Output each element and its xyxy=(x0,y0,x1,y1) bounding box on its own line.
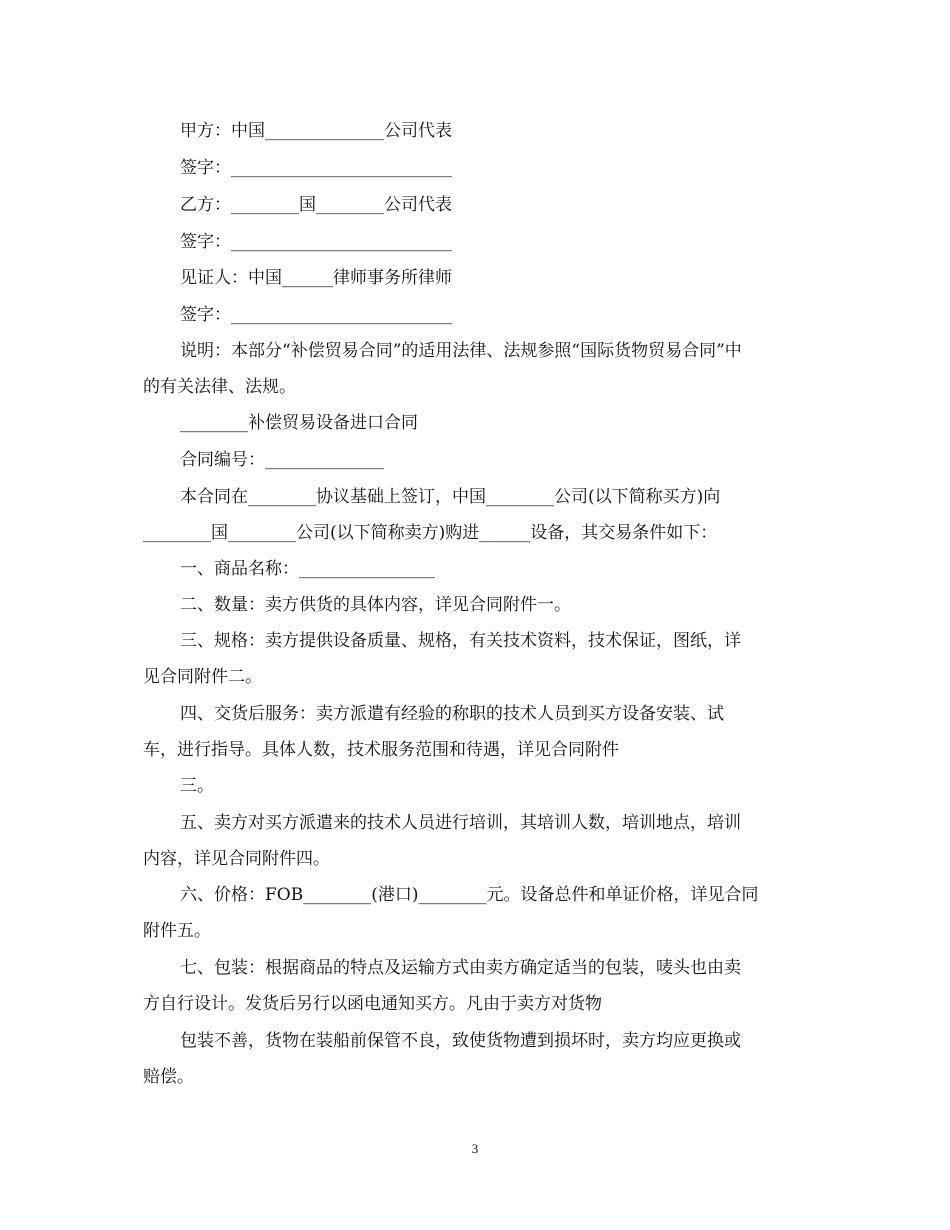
clause-7-line-3: 包装不善，货物在装船前保管不良，致使货物遭到损坏时，卖方均应更换或 xyxy=(180,1031,741,1051)
clause-4-line-1: 四、交货后服务：卖方派遣有经验的称职的技术人员到买方设备安装、试 xyxy=(180,704,724,724)
party-a-line: 甲方：中国______________公司代表 xyxy=(180,121,452,141)
party-b-line: 乙方：________国________公司代表 xyxy=(180,195,452,215)
contract-title: ________补偿贸易设备进口合同 xyxy=(180,413,418,433)
clause-2: 二、数量：卖方供货的具体内容，详见合同附件一。 xyxy=(180,595,571,615)
page-number: 3 xyxy=(471,1141,479,1156)
clause-1: 一、商品名称：________________ xyxy=(180,559,435,579)
clause-7-line-2: 方自行设计。发货后另行以函电通知买方。凡由于卖方对货物 xyxy=(143,994,602,1014)
intro-line-2: ________国________公司(以下简称卖方)购进______设备，其交易条件如下： xyxy=(143,523,718,543)
witness-signature-line: 签字：__________________________ xyxy=(180,305,452,325)
witness-line: 见证人：中国______律师事务所律师 xyxy=(180,268,452,288)
clause-7-line-1: 七、包装：根据商品的特点及运输方式由卖方确定适当的包装，唛头也由卖 xyxy=(180,958,741,978)
note-line-1: 说明：本部分“补偿贸易合同”的适用法律、法规参照“国际货物贸易合同”中 xyxy=(180,341,742,361)
clause-4-line-3: 三。 xyxy=(180,776,214,796)
clause-4-line-2: 车，进行指导。具体人数，技术服务范围和待遇，详见合同附件 xyxy=(143,740,619,760)
clause-6-line-1: 六、价格：FOB________(港口)________元。设备总件和单证价格，详见合同 xyxy=(180,885,759,905)
clause-3-line-2: 见合同附件二。 xyxy=(143,667,262,687)
note-line-2: 的有关法律、法规。 xyxy=(143,377,296,397)
clause-5-line-1: 五、卖方对买方派遣来的技术人员进行培训，其培训人数，培训地点，培训 xyxy=(180,813,741,833)
contract-number-line: 合同编号：______________ xyxy=(180,450,384,470)
intro-line-1: 本合同在________协议基础上签订，中国________公司(以下简称买方)向 xyxy=(180,487,721,507)
clause-7-line-4: 赔偿。 xyxy=(143,1067,194,1087)
party-a-signature-line: 签字：__________________________ xyxy=(180,158,452,178)
clause-5-line-2: 内容，详见合同附件四。 xyxy=(143,849,330,869)
party-b-signature-line: 签字：__________________________ xyxy=(180,232,452,252)
clause-6-line-2: 附件五。 xyxy=(143,921,211,941)
clause-3-line-1: 三、规格：卖方提供设备质量、规格，有关技术资料，技术保证，图纸，详 xyxy=(180,631,741,651)
